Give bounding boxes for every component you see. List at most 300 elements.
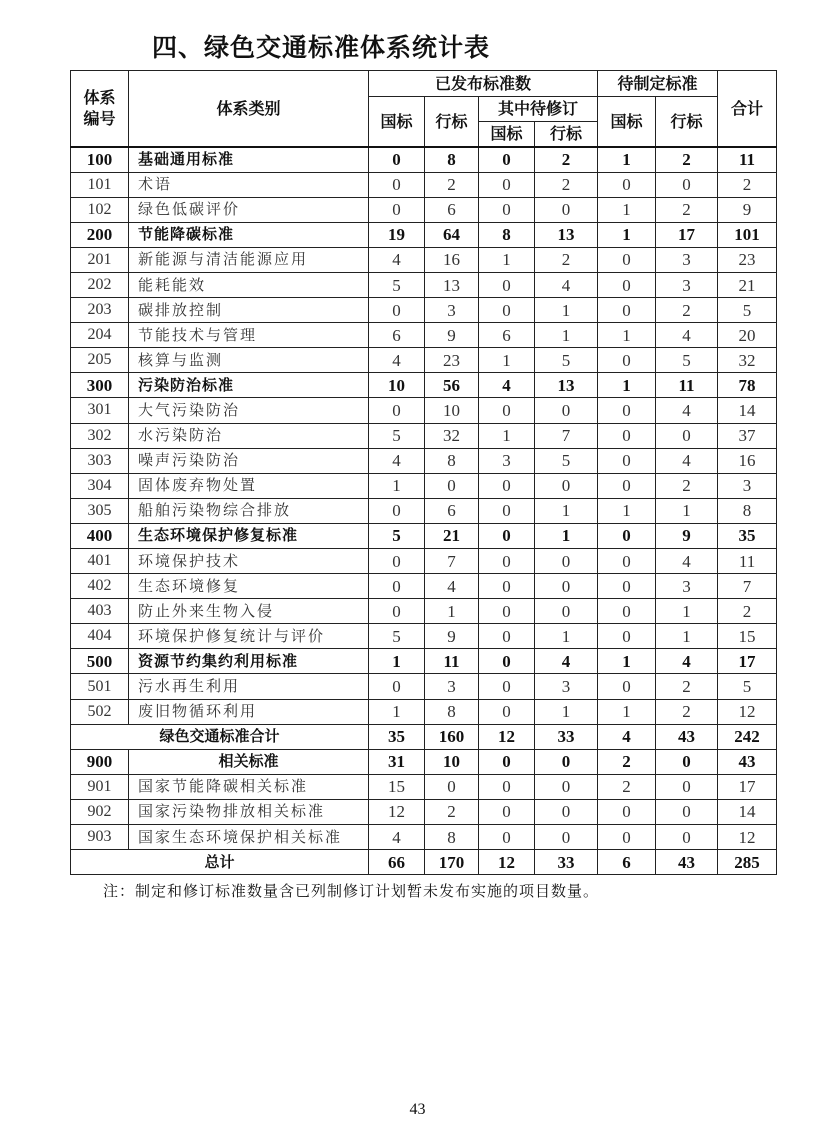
grand-total-label: 总计	[71, 850, 369, 875]
header-to-revise: 其中待修订	[479, 97, 598, 122]
cell-published-gb: 4	[369, 448, 425, 473]
row-code: 901	[71, 774, 129, 799]
cell-pending-hb: 2	[656, 197, 718, 222]
cell-revise-hb: 0	[535, 574, 598, 599]
header-revise-gb: 国标	[479, 122, 535, 148]
cell-pending-gb: 6	[598, 850, 656, 875]
cell-pending-gb: 0	[598, 473, 656, 498]
cell-revise-gb: 4	[479, 373, 535, 398]
cell-pending-gb: 4	[598, 724, 656, 749]
cell-published-hb: 8	[425, 825, 479, 850]
cell-pending-hb: 4	[656, 448, 718, 473]
table-row	[71, 197, 777, 222]
row-code: 204	[71, 323, 129, 348]
footnote: 注：制定和修订标准数量含已列制修订计划暂未发布实施的项目数量。	[103, 882, 600, 900]
row-category: 节能技术与管理	[129, 323, 369, 348]
cell-published-gb: 15	[369, 774, 425, 799]
cell-published-gb: 5	[369, 423, 425, 448]
cell-published-hb: 3	[425, 674, 479, 699]
cell-revise-hb: 7	[535, 423, 598, 448]
row-code: 501	[71, 674, 129, 699]
header-revise-hb: 行标	[535, 122, 598, 148]
cell-published-hb: 10	[425, 749, 479, 774]
row-category: 固体废弃物处置	[129, 473, 369, 498]
cell-revise-hb: 0	[535, 549, 598, 574]
cell-published-hb: 16	[425, 247, 479, 272]
cell-total: 242	[718, 724, 777, 749]
cell-total: 78	[718, 373, 777, 398]
cell-published-hb: 2	[425, 172, 479, 197]
cell-pending-hb: 9	[656, 523, 718, 548]
cell-total: 11	[718, 549, 777, 574]
cell-published-hb: 1	[425, 599, 479, 624]
table-row	[71, 699, 777, 724]
cell-revise-hb: 1	[535, 323, 598, 348]
cell-revise-hb: 13	[535, 222, 598, 247]
cell-pending-gb: 0	[598, 298, 656, 323]
cell-total: 11	[718, 147, 777, 172]
cell-pending-gb: 0	[598, 172, 656, 197]
cell-published-hb: 160	[425, 724, 479, 749]
cell-pending-hb: 1	[656, 624, 718, 649]
cell-revise-gb: 0	[479, 272, 535, 297]
cell-published-hb: 56	[425, 373, 479, 398]
cell-pending-gb: 0	[598, 272, 656, 297]
row-code: 404	[71, 624, 129, 649]
row-code: 203	[71, 298, 129, 323]
cell-published-gb: 0	[369, 172, 425, 197]
cell-pending-hb: 3	[656, 247, 718, 272]
cell-revise-hb: 0	[535, 799, 598, 824]
table-row	[71, 649, 777, 674]
cell-revise-hb: 1	[535, 498, 598, 523]
cell-revise-gb: 12	[479, 850, 535, 875]
cell-total: 2	[718, 599, 777, 624]
cell-revise-gb: 0	[479, 799, 535, 824]
cell-revise-hb: 1	[535, 699, 598, 724]
cell-revise-hb: 1	[535, 298, 598, 323]
cell-revise-gb: 1	[479, 247, 535, 272]
cell-published-gb: 1	[369, 699, 425, 724]
cell-revise-hb: 2	[535, 172, 598, 197]
cell-pending-hb: 4	[656, 398, 718, 423]
row-code: 500	[71, 649, 129, 674]
table-row	[71, 373, 777, 398]
cell-total: 2	[718, 172, 777, 197]
row-category: 核算与监测	[129, 348, 369, 373]
cell-total: 20	[718, 323, 777, 348]
cell-published-gb: 0	[369, 298, 425, 323]
table-row	[71, 724, 777, 749]
table-row	[71, 323, 777, 348]
row-category: 能耗能效	[129, 272, 369, 297]
standards-statistics-table	[70, 70, 777, 875]
row-code: 900	[71, 749, 129, 774]
table-row	[71, 523, 777, 548]
row-code: 100	[71, 147, 129, 172]
cell-pending-hb: 3	[656, 272, 718, 297]
cell-published-gb: 0	[369, 674, 425, 699]
row-category: 污染防治标准	[129, 373, 369, 398]
header-total: 合计	[718, 71, 777, 148]
cell-revise-gb: 1	[479, 423, 535, 448]
cell-pending-hb: 2	[656, 473, 718, 498]
cell-revise-gb: 0	[479, 473, 535, 498]
cell-revise-hb: 0	[535, 473, 598, 498]
cell-revise-gb: 0	[479, 699, 535, 724]
row-category: 国家节能降碳相关标准	[129, 774, 369, 799]
table-row	[71, 574, 777, 599]
cell-published-gb: 5	[369, 523, 425, 548]
cell-pending-hb: 2	[656, 699, 718, 724]
cell-published-gb: 66	[369, 850, 425, 875]
cell-published-hb: 2	[425, 799, 479, 824]
cell-total: 5	[718, 298, 777, 323]
cell-revise-hb: 3	[535, 674, 598, 699]
cell-total: 21	[718, 272, 777, 297]
table-row	[71, 272, 777, 297]
row-code: 102	[71, 197, 129, 222]
cell-pending-gb: 0	[598, 423, 656, 448]
row-category: 大气污染防治	[129, 398, 369, 423]
header-category: 体系类别	[129, 71, 369, 148]
cell-pending-gb: 0	[598, 247, 656, 272]
cell-total: 17	[718, 774, 777, 799]
cell-published-hb: 11	[425, 649, 479, 674]
cell-pending-gb: 0	[598, 523, 656, 548]
row-code: 200	[71, 222, 129, 247]
row-code: 202	[71, 272, 129, 297]
table-row	[71, 473, 777, 498]
cell-revise-gb: 0	[479, 172, 535, 197]
cell-total: 9	[718, 197, 777, 222]
row-category: 船舶污染物综合排放	[129, 498, 369, 523]
table-row	[71, 298, 777, 323]
cell-published-gb: 19	[369, 222, 425, 247]
cell-published-gb: 4	[369, 825, 425, 850]
table-row	[71, 172, 777, 197]
cell-revise-hb: 1	[535, 624, 598, 649]
cell-pending-hb: 4	[656, 549, 718, 574]
cell-pending-hb: 0	[656, 774, 718, 799]
cell-revise-gb: 0	[479, 599, 535, 624]
cell-pending-hb: 4	[656, 323, 718, 348]
row-category: 噪声污染防治	[129, 448, 369, 473]
row-code: 303	[71, 448, 129, 473]
cell-pending-gb: 1	[598, 649, 656, 674]
table-row	[71, 348, 777, 373]
cell-revise-gb: 0	[479, 147, 535, 172]
row-code: 401	[71, 549, 129, 574]
cell-published-gb: 1	[369, 473, 425, 498]
cell-published-hb: 8	[425, 147, 479, 172]
cell-pending-hb: 5	[656, 348, 718, 373]
cell-revise-gb: 1	[479, 348, 535, 373]
header-pending: 待制定标准	[598, 71, 718, 97]
cell-pending-hb: 1	[656, 599, 718, 624]
cell-pending-hb: 0	[656, 423, 718, 448]
row-code: 403	[71, 599, 129, 624]
cell-pending-hb: 1	[656, 498, 718, 523]
cell-pending-gb: 0	[598, 599, 656, 624]
cell-published-hb: 9	[425, 624, 479, 649]
cell-published-hb: 64	[425, 222, 479, 247]
header-pending-hb: 行标	[656, 97, 718, 148]
cell-total: 14	[718, 398, 777, 423]
table-row	[71, 398, 777, 423]
cell-pending-hb: 0	[656, 172, 718, 197]
cell-total: 3	[718, 473, 777, 498]
cell-pending-gb: 0	[598, 799, 656, 824]
cell-revise-gb: 0	[479, 498, 535, 523]
cell-pending-gb: 1	[598, 197, 656, 222]
header-published: 已发布标准数	[369, 71, 598, 97]
cell-revise-gb: 3	[479, 448, 535, 473]
cell-published-hb: 170	[425, 850, 479, 875]
cell-revise-gb: 0	[479, 574, 535, 599]
cell-pending-gb: 0	[598, 549, 656, 574]
cell-published-gb: 0	[369, 147, 425, 172]
cell-pending-gb: 0	[598, 448, 656, 473]
cell-total: 12	[718, 699, 777, 724]
cell-revise-hb: 0	[535, 398, 598, 423]
row-code: 502	[71, 699, 129, 724]
cell-total: 35	[718, 523, 777, 548]
header-code	[71, 71, 129, 148]
cell-total: 23	[718, 247, 777, 272]
cell-pending-hb: 43	[656, 724, 718, 749]
cell-pending-gb: 1	[598, 699, 656, 724]
row-code: 201	[71, 247, 129, 272]
row-category: 水污染防治	[129, 423, 369, 448]
cell-published-gb: 0	[369, 549, 425, 574]
row-code: 205	[71, 348, 129, 373]
cell-revise-hb: 5	[535, 448, 598, 473]
row-code: 301	[71, 398, 129, 423]
cell-published-hb: 0	[425, 774, 479, 799]
cell-published-hb: 6	[425, 197, 479, 222]
cell-published-gb: 12	[369, 799, 425, 824]
cell-revise-gb: 0	[479, 523, 535, 548]
row-category: 碳排放控制	[129, 298, 369, 323]
cell-revise-hb: 0	[535, 599, 598, 624]
cell-published-hb: 23	[425, 348, 479, 373]
cell-pending-hb: 17	[656, 222, 718, 247]
row-category: 环境保护修复统计与评价	[129, 624, 369, 649]
row-category: 相关标准	[129, 749, 369, 774]
cell-revise-gb: 12	[479, 724, 535, 749]
table-row	[71, 599, 777, 624]
cell-pending-hb: 3	[656, 574, 718, 599]
cell-revise-hb: 1	[535, 523, 598, 548]
table-row	[71, 549, 777, 574]
cell-revise-gb: 0	[479, 674, 535, 699]
cell-published-hb: 0	[425, 473, 479, 498]
cell-revise-hb: 0	[535, 774, 598, 799]
table-row	[71, 774, 777, 799]
cell-total: 16	[718, 448, 777, 473]
cell-revise-hb: 0	[535, 197, 598, 222]
cell-published-hb: 32	[425, 423, 479, 448]
table-row	[71, 624, 777, 649]
table-row	[71, 674, 777, 699]
cell-published-gb: 0	[369, 574, 425, 599]
cell-revise-gb: 0	[479, 197, 535, 222]
subtotal-label: 绿色交通标准合计	[71, 724, 369, 749]
cell-published-hb: 3	[425, 298, 479, 323]
cell-published-gb: 0	[369, 197, 425, 222]
cell-revise-gb: 0	[479, 649, 535, 674]
cell-published-gb: 4	[369, 348, 425, 373]
cell-total: 17	[718, 649, 777, 674]
cell-published-hb: 9	[425, 323, 479, 348]
cell-revise-hb: 4	[535, 649, 598, 674]
cell-published-hb: 4	[425, 574, 479, 599]
row-category: 防止外来生物入侵	[129, 599, 369, 624]
row-code: 400	[71, 523, 129, 548]
cell-published-hb: 6	[425, 498, 479, 523]
cell-total: 7	[718, 574, 777, 599]
cell-pending-hb: 2	[656, 147, 718, 172]
table-row	[71, 147, 777, 172]
table-row	[71, 799, 777, 824]
cell-pending-hb: 0	[656, 825, 718, 850]
table-row	[71, 222, 777, 247]
cell-published-gb: 31	[369, 749, 425, 774]
cell-revise-hb: 0	[535, 825, 598, 850]
cell-published-hb: 8	[425, 699, 479, 724]
cell-pending-hb: 43	[656, 850, 718, 875]
row-code: 304	[71, 473, 129, 498]
cell-published-hb: 21	[425, 523, 479, 548]
cell-revise-hb: 2	[535, 247, 598, 272]
table-row	[71, 423, 777, 448]
cell-revise-hb: 33	[535, 724, 598, 749]
cell-revise-gb: 0	[479, 774, 535, 799]
row-code: 302	[71, 423, 129, 448]
cell-total: 32	[718, 348, 777, 373]
cell-total: 15	[718, 624, 777, 649]
row-code: 101	[71, 172, 129, 197]
cell-revise-gb: 0	[479, 549, 535, 574]
table-row	[71, 498, 777, 523]
cell-published-gb: 0	[369, 599, 425, 624]
cell-published-gb: 5	[369, 624, 425, 649]
cell-total: 101	[718, 222, 777, 247]
cell-total: 5	[718, 674, 777, 699]
cell-total: 8	[718, 498, 777, 523]
cell-total: 285	[718, 850, 777, 875]
row-category: 资源节约集约利用标准	[129, 649, 369, 674]
cell-pending-hb: 11	[656, 373, 718, 398]
cell-revise-hb: 33	[535, 850, 598, 875]
cell-total: 12	[718, 825, 777, 850]
header-published-hb: 行标	[425, 97, 479, 148]
cell-revise-gb: 0	[479, 749, 535, 774]
cell-revise-gb: 0	[479, 298, 535, 323]
page-title: 四、绿色交通标准体系统计表	[152, 33, 491, 62]
cell-total: 43	[718, 749, 777, 774]
cell-revise-gb: 6	[479, 323, 535, 348]
table-row	[71, 247, 777, 272]
table-row	[71, 825, 777, 850]
cell-total: 14	[718, 799, 777, 824]
table-row	[71, 850, 777, 875]
cell-pending-gb: 1	[598, 373, 656, 398]
cell-revise-hb: 5	[535, 348, 598, 373]
row-category: 术语	[129, 172, 369, 197]
page-number: 43	[409, 1101, 426, 1118]
cell-pending-gb: 0	[598, 674, 656, 699]
row-category: 环境保护技术	[129, 549, 369, 574]
cell-published-gb: 0	[369, 498, 425, 523]
cell-pending-gb: 2	[598, 749, 656, 774]
row-category: 生态环境修复	[129, 574, 369, 599]
row-category: 生态环境保护修复标准	[129, 523, 369, 548]
cell-pending-gb: 1	[598, 323, 656, 348]
cell-revise-gb: 0	[479, 624, 535, 649]
cell-pending-gb: 0	[598, 348, 656, 373]
cell-published-hb: 13	[425, 272, 479, 297]
header-code-label: 体系 编号	[83, 87, 116, 128]
cell-revise-gb: 0	[479, 398, 535, 423]
cell-published-gb: 4	[369, 247, 425, 272]
cell-published-gb: 6	[369, 323, 425, 348]
cell-published-hb: 8	[425, 448, 479, 473]
cell-total: 37	[718, 423, 777, 448]
cell-pending-gb: 1	[598, 222, 656, 247]
cell-published-hb: 10	[425, 398, 479, 423]
cell-revise-hb: 0	[535, 749, 598, 774]
row-code: 305	[71, 498, 129, 523]
row-category: 绿色低碳评价	[129, 197, 369, 222]
cell-pending-gb: 0	[598, 574, 656, 599]
cell-published-gb: 1	[369, 649, 425, 674]
row-category: 污水再生利用	[129, 674, 369, 699]
cell-published-gb: 10	[369, 373, 425, 398]
table-body	[71, 147, 777, 875]
cell-pending-gb: 1	[598, 498, 656, 523]
cell-revise-hb: 13	[535, 373, 598, 398]
table-row	[71, 448, 777, 473]
cell-pending-hb: 2	[656, 298, 718, 323]
cell-published-gb: 5	[369, 272, 425, 297]
cell-pending-hb: 4	[656, 649, 718, 674]
cell-published-gb: 35	[369, 724, 425, 749]
cell-revise-gb: 0	[479, 825, 535, 850]
cell-pending-gb: 2	[598, 774, 656, 799]
table-row	[71, 749, 777, 774]
row-category: 基础通用标准	[129, 147, 369, 172]
cell-pending-hb: 0	[656, 799, 718, 824]
row-code: 300	[71, 373, 129, 398]
cell-published-gb: 0	[369, 398, 425, 423]
cell-pending-hb: 2	[656, 674, 718, 699]
header-pending-gb: 国标	[598, 97, 656, 148]
cell-revise-hb: 4	[535, 272, 598, 297]
row-category: 国家生态环境保护相关标准	[129, 825, 369, 850]
cell-pending-gb: 0	[598, 624, 656, 649]
row-category: 废旧物循环利用	[129, 699, 369, 724]
row-category: 新能源与清洁能源应用	[129, 247, 369, 272]
row-category: 节能降碳标准	[129, 222, 369, 247]
row-code: 902	[71, 799, 129, 824]
row-code: 402	[71, 574, 129, 599]
cell-published-hb: 7	[425, 549, 479, 574]
row-category: 国家污染物排放相关标准	[129, 799, 369, 824]
cell-pending-gb: 1	[598, 147, 656, 172]
cell-pending-gb: 0	[598, 398, 656, 423]
